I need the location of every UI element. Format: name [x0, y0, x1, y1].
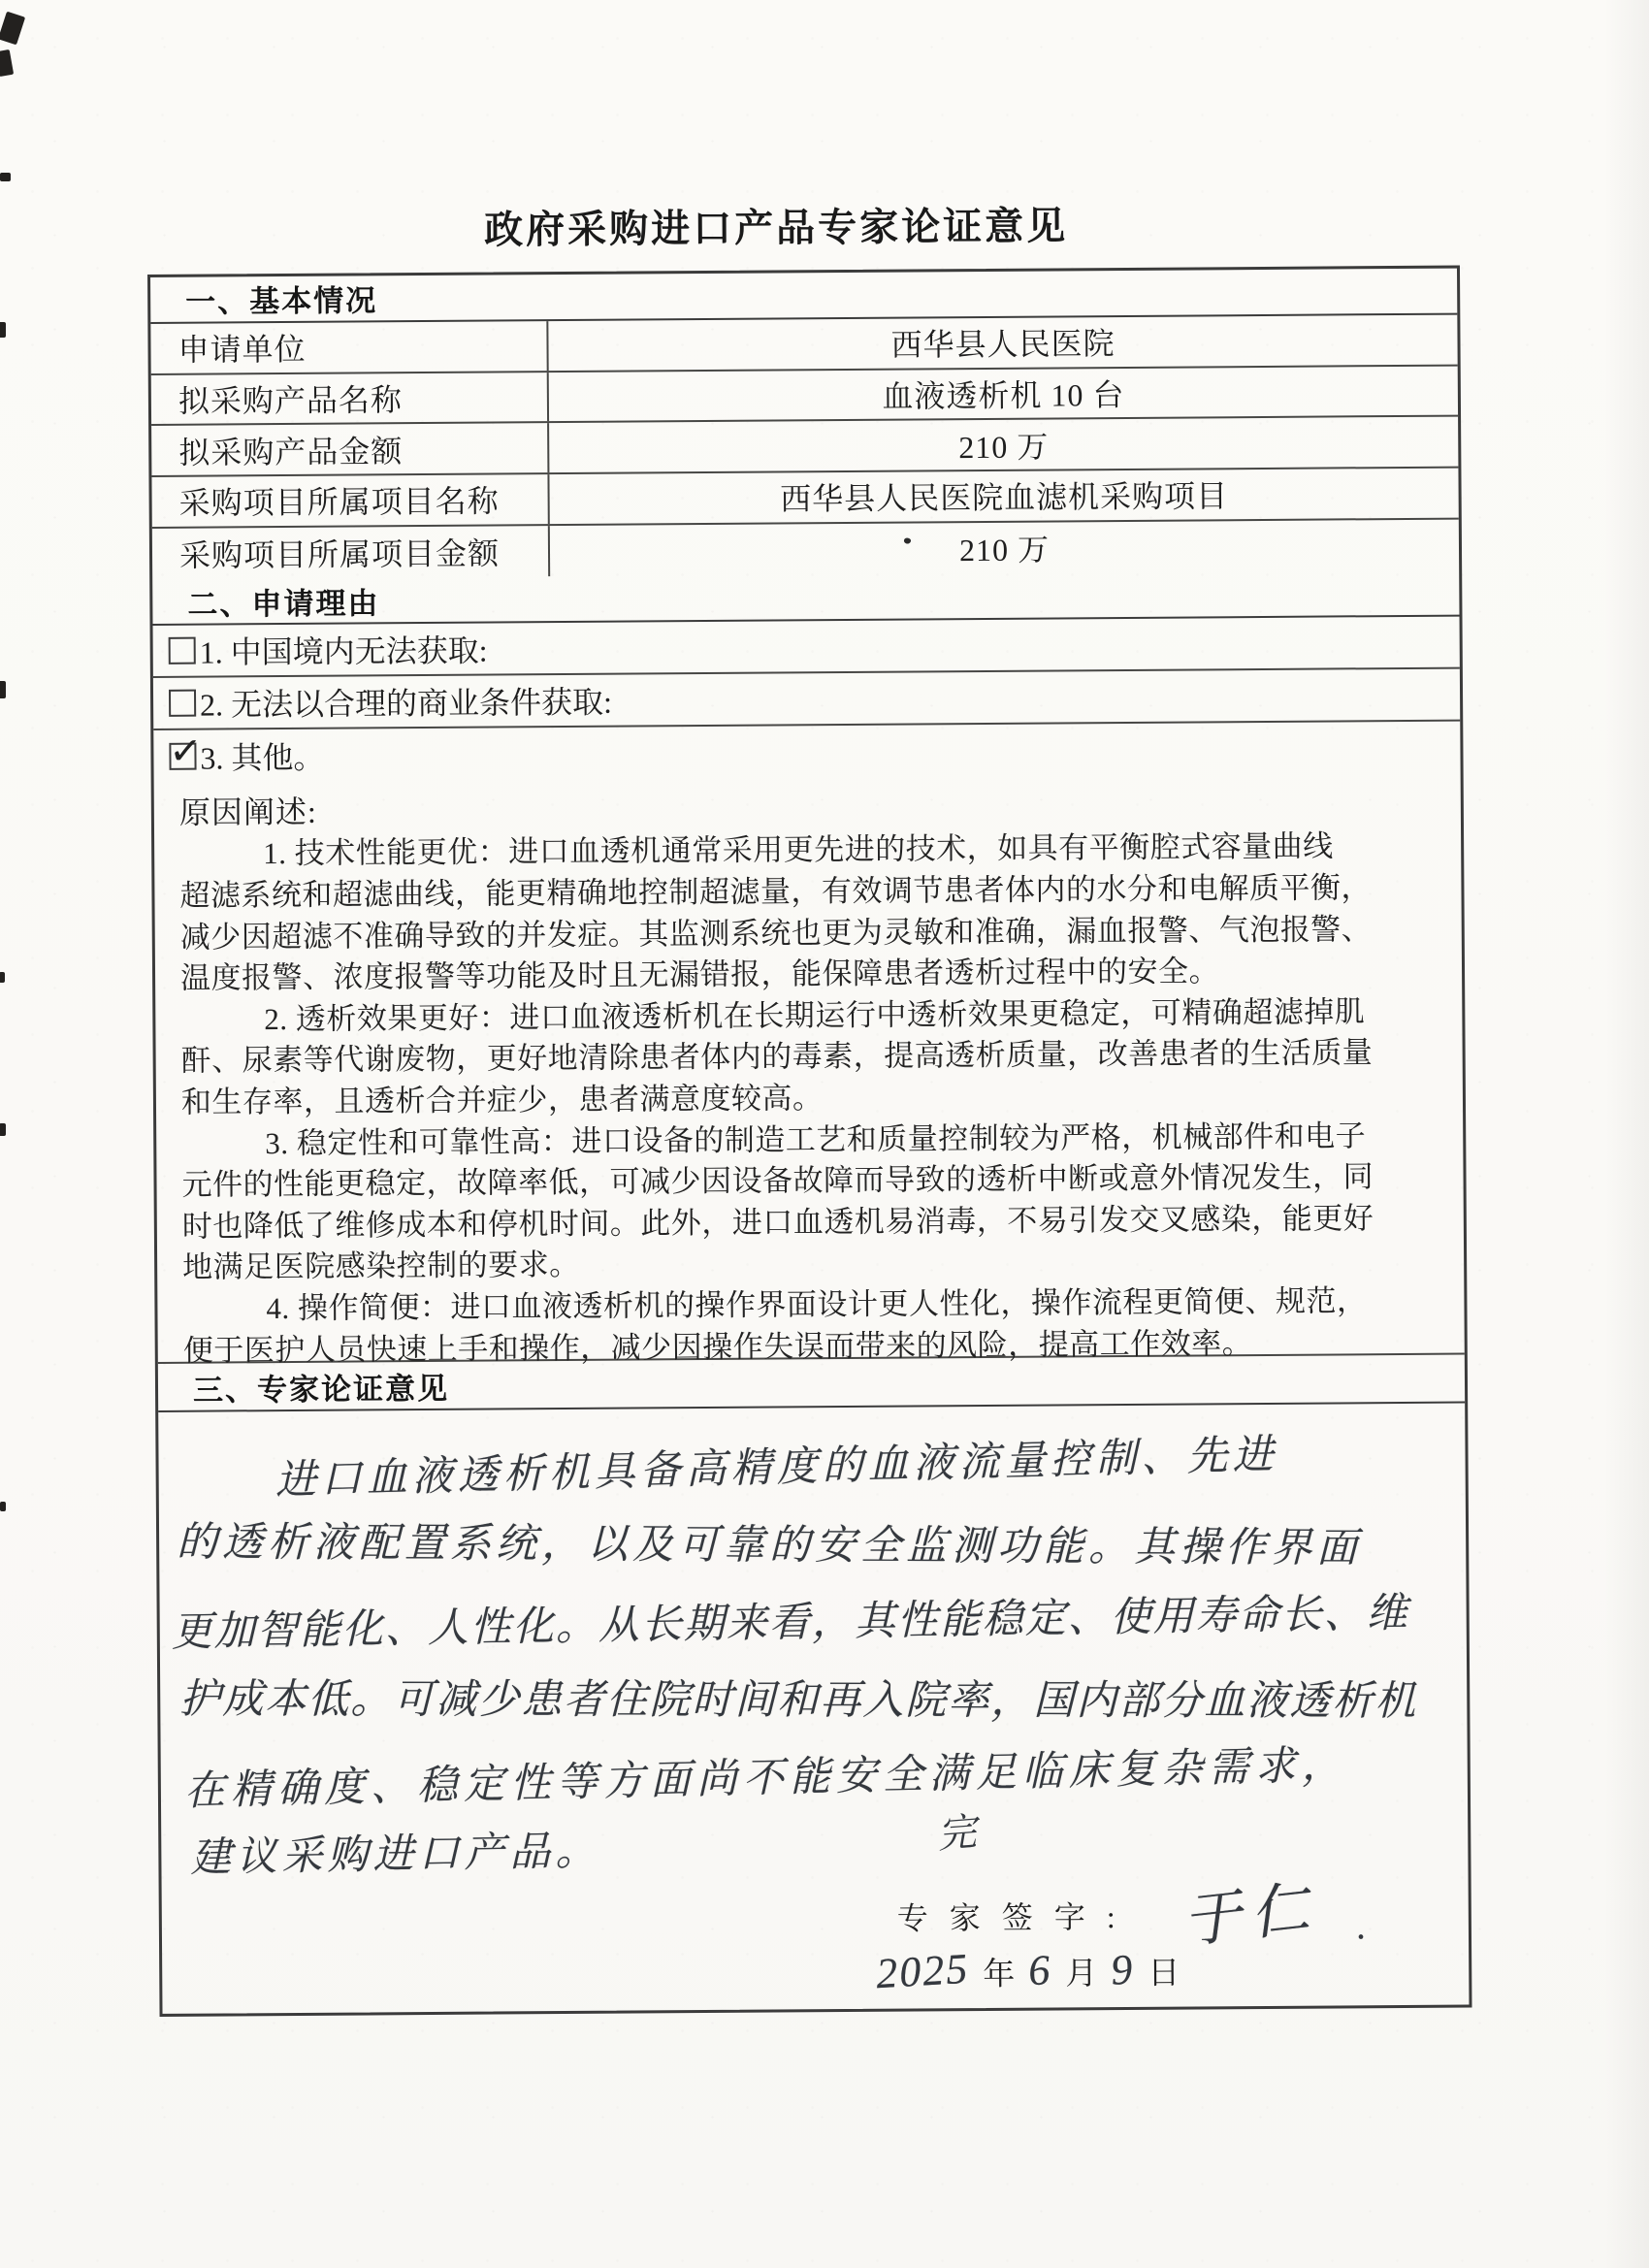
expert-opinion-cell [158, 1404, 1469, 2014]
form-table [147, 266, 1472, 2017]
handwriting-line: 的透析液配置系统，以及可靠的安全监测功能。其操作界面 [177, 1520, 1363, 1571]
handwriting-line: 护成本低。可减少患者住院时间和再入院率，国内部分血液透析机 [179, 1677, 1418, 1725]
reason-option-row [153, 721, 1460, 782]
expert-signature-label: 专家签字: [896, 1899, 1137, 1936]
reason-text-line: 便于医护人员快速上手和操作，减少因操作失误而带来的风险，提高工作效率。 [182, 1325, 1253, 1368]
reason-text-line: 酐、尿素等代谢废物，更好地清除患者体内的毒素，提高透析质量，改善患者的生活质量 [180, 1035, 1374, 1079]
inserted-correction-char: 完 [935, 1809, 979, 1857]
date-day-handwritten: 9 [1109, 1945, 1136, 1994]
reason-text-line: 2. 透析效果更好：进口血液透析机在长期运行中透析效果更稳定，可精确超滤掉肌 [264, 994, 1366, 1036]
table-row [151, 417, 1458, 477]
date-year-unit: 年 [983, 1957, 1016, 1993]
scan-artifact [0, 1123, 6, 1136]
date-month-unit: 月 [1065, 1957, 1098, 1993]
row-value: 210 万 [958, 429, 1050, 465]
checkbox-checked-icon [168, 728, 204, 775]
page-title: 政府采购进口产品专家论证意见 [484, 204, 1069, 252]
reason-text-line: 地满足医院感染控制的要求。 [182, 1247, 580, 1285]
row-label: 采购项目所属项目名称 [151, 474, 549, 527]
reason-text-line: 温度报警、浓度报警等功能及时且无漏错报，能保障患者透析过程中的安全。 [179, 954, 1220, 995]
date-month-handwritten: 6 [1026, 1946, 1053, 1995]
row-value: 血液透析机 10 台 [882, 376, 1125, 414]
date-year-handwritten: 2025 [874, 1944, 971, 1998]
reason-text-line: 1. 技术性能更优：进口血透机通常采用更先进的技术，如具有平衡腔式容量曲线 [263, 828, 1334, 871]
date-line [876, 1945, 1180, 1996]
section1-heading: 一、基本情况 [150, 269, 1457, 324]
reason-text-line: 4. 操作简便：进口血液透析机的操作界面设计更人性化，操作流程更简便、规范， [266, 1283, 1368, 1326]
handwriting-line: 更加智能化、人性化。从长期来看，其性能稳定、使用寿命长、维 [171, 1591, 1410, 1656]
handwriting-line: 建议采购进口产品。 [190, 1829, 601, 1882]
signature-period: . [1356, 1903, 1368, 1948]
row-value: 西华县人民医院血滤机采购项目 [779, 478, 1229, 517]
reason-statement-cell [154, 773, 1465, 1368]
signature-row [162, 1875, 1470, 1961]
reason-text-line: 3. 稳定性和可靠性高：进口设备的制造工艺和质量控制较为严格，机械部件和电子 [265, 1118, 1367, 1160]
reason-text-line: 超滤系统和超滤曲线，能更精确地控制超滤量，有效调节患者体内的水分和电解质平衡， [179, 870, 1373, 913]
reason-text-line: 和生存率，且透析合并症少，患者满意度较高。 [180, 1081, 824, 1119]
reason-text-line: 时也降低了维修成本和停机时间。此外，进口血透机易消毒，不易引发交叉感染，能更好 [181, 1200, 1374, 1244]
handwriting-line: 进口血液透析机具备高精度的血液流量控制、先进 [275, 1433, 1279, 1505]
row-value: 210 万 [958, 532, 1051, 568]
row-label: 拟采购产品名称 [151, 373, 549, 425]
checkbox-unchecked-icon [169, 689, 196, 716]
table-row [151, 469, 1458, 529]
section3-heading: 三、专家论证意见 [158, 1355, 1465, 1412]
expert-signature-handwritten: 于仁 [1180, 1875, 1322, 1955]
table-row [152, 519, 1459, 579]
option-label: 1. 中国境内无法获取: [199, 632, 488, 670]
table-row [150, 314, 1457, 374]
checkbox-unchecked-icon [169, 637, 196, 664]
row-value: 西华县人民医院 [890, 326, 1116, 363]
handwriting-line: 在精确度、稳定性等方面尚不能安全满足临床复杂需求， [183, 1743, 1349, 1815]
option-label: 2. 无法以合理的商业条件获取: [199, 684, 613, 723]
scan-artifact [0, 1502, 6, 1511]
reason-option-row [153, 617, 1460, 678]
reason-text-line: 元件的性能更稳定，故障率低，可减少因设备故障而导致的透析中断或意外情况发生，同 [181, 1159, 1374, 1202]
section2-heading: 二、申请理由 [152, 570, 1459, 626]
table-row [151, 366, 1458, 426]
option-label: 3. 其他。 [200, 739, 325, 776]
reason-text-line: 减少因超滤不准确导致的并发症。其监测系统也更为灵敏和准确，漏血报警、气泡报警、 [179, 911, 1373, 955]
row-label: 拟采购产品金额 [151, 423, 549, 475]
date-day-unit: 日 [1148, 1956, 1180, 1992]
reason-heading: 原因阐述: [178, 794, 317, 831]
row-label: 申请单位 [150, 321, 548, 373]
row-label: 采购项目所属项目金额 [152, 526, 550, 580]
reason-option-row [153, 669, 1460, 730]
check-mark-icon: ✓ [168, 728, 204, 775]
